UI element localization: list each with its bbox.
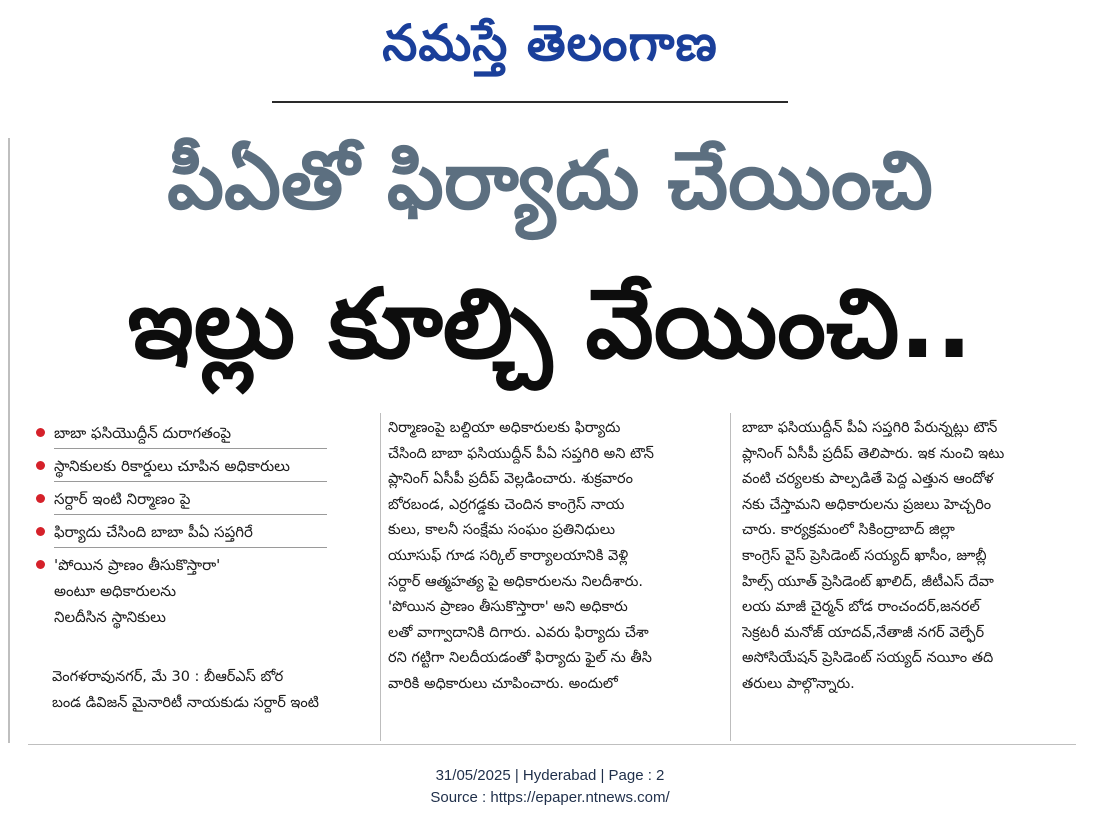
headline-line-1: పీఏతో ఫిర్యాదు చేయించి — [167, 134, 933, 227]
article-text-line: బాబా ఫసియుద్దీన్ పీఏ సప్తగిరి పేరున్నట్లు టౌన్ — [742, 420, 998, 436]
bullet-underline — [54, 547, 327, 548]
article-text-line: 'పోయిన ప్రాణం తీసుకొస్తారా' అని అధికారు — [388, 599, 628, 616]
article-text-line: యూసుఫ్ గూడ సర్కిల్ కార్యాలయానికి వెళ్లి — [388, 547, 629, 564]
bullet-underline — [54, 514, 327, 515]
bullet-text: అంటూ అధికారులను — [54, 582, 177, 600]
newspaper-logo-title: నమస్తే తెలంగాణ — [382, 13, 718, 72]
bullet-text: 'పోయిన ప్రాణం తీసుకొస్తారా' — [54, 556, 221, 574]
article-text-line: సర్దార్ ఆత్మహత్య పై అధికారులను నిలదీశారు. — [388, 573, 644, 590]
bullet-underline — [54, 481, 327, 482]
article-column-3 — [742, 416, 1072, 698]
article-text-line: లయ మాజీ చైర్మన్ బోడ రాంచందర్,జనరల్ — [742, 599, 980, 616]
bullet-item — [32, 552, 377, 630]
bullet-dot-icon — [36, 461, 45, 470]
article-text-line: రని గట్టిగా నిలదీయడంతో ఫిర్యాదు ఫైల్ ను తీసి — [388, 650, 652, 667]
bullet-text: సర్దార్ ఇంటి నిర్మాణం పై — [54, 490, 191, 508]
article-text-line: చేసింది బాబా ఫసియుద్దీన్ పీఏ సప్తగిరి అని టౌన్ — [388, 445, 654, 462]
bullet-text: స్థానికులకు రికార్డులు చూపిన అధికారులు — [54, 457, 290, 475]
article-text-line: కులు, కాలనీ సంక్షేమ సంఘం ప్రతినిధులు — [388, 522, 616, 539]
bullet-text: ఫిర్యాదు చేసింది బాబా పీఏ సప్తగిరే — [54, 523, 253, 541]
article-text-line: తరులు పాల్గొన్నారు. — [742, 675, 855, 692]
headline-line-2: ఇల్లు కూల్చి వేయించి.. — [127, 268, 973, 380]
column-divider-2 — [730, 413, 731, 741]
bullet-dot-icon — [36, 428, 45, 437]
bullet-underline — [54, 448, 327, 449]
footer-date-line: 31/05/2025 | Hyderabad | Page : 2 — [435, 767, 665, 784]
article-text-line: చారు. కార్యక్రమంలో సికింద్రాబాద్ జిల్లా — [742, 522, 955, 539]
article-text-line: వెంగళరావునగర్, మే 30 : బీఆర్‌ఎస్ బోర — [52, 669, 284, 685]
masthead — [0, 0, 1100, 100]
article-text-line: సెక్రటరీ మనోజ్ యాదవ్,నేతాజీ నగర్ వెల్ఫేర్ — [742, 624, 985, 641]
article-text-line: బండ డివిజన్ మైనారిటీ నాయకుడు సర్దార్ ఇంటి — [52, 694, 319, 711]
bullet-item — [32, 420, 377, 446]
article-text-line: ప్లానింగ్ ఏసీపీ ప్రదీప్ తెలిపారు. ఇక నుంచి ఇటు — [742, 445, 1005, 462]
bullet-item — [32, 453, 377, 479]
bullet-text: బాబా ఫసియొద్దీన్ దురాగతంపై — [54, 424, 232, 442]
page-frame-bottom — [28, 744, 1076, 745]
bullet-dot-icon — [36, 494, 45, 503]
article-text-line: నకు చేస్తామని అధికారులను ప్రజలు హెచ్చరిం — [742, 496, 992, 513]
article-text-line: హిల్స్ యూత్ ప్రెసిడెంట్ ఖాలిద్, జీటీఎస్ దేవా — [742, 573, 994, 590]
article-text-line: బోరబండ, ఎర్రగడ్డకు చెందిన కాంగ్రెస్ నాయ — [388, 496, 625, 513]
bullet-item — [32, 486, 377, 512]
bullet-item — [32, 519, 377, 545]
article-text-line: అసోసియేషన్ ప్రెసిడెంట్ సయ్యద్ నయీం తది — [742, 650, 994, 667]
bullet-text: నిలదీసిన స్థానికులు — [54, 608, 166, 626]
article-text-line: వారికి అధికారులు చూపించారు. అందులో — [388, 675, 618, 692]
bullet-dot-icon — [36, 560, 45, 569]
article-text-line: ప్లానింగ్ ఏసీపీ ప్రదీప్ వెల్లడించారు. శుక్రవారం — [388, 471, 633, 488]
bullet-dot-icon — [36, 527, 45, 536]
article-text-line: లతో వాగ్వాదానికి దిగారు. ఎవరు ఫిర్యాదు చేశా — [388, 624, 649, 641]
article-text-line: కాంగ్రెస్ వైస్ ప్రెసిడెంట్ సయ్యద్ ఖాసీం, జూబ్లీ — [742, 547, 987, 564]
article-text-line: వంటి చర్యలకు పాల్పడితే పెద్ద ఎత్తున ఆందోళ — [742, 471, 994, 488]
footer-source-line: Source : https://epaper.ntnews.com/ — [430, 789, 670, 806]
article-column-1 — [52, 665, 370, 716]
masthead-divider — [272, 101, 788, 103]
article-column-2 — [388, 416, 718, 698]
highlight-bullets — [32, 420, 377, 637]
article-text-line: నిర్మాణంపై బల్దియా అధికారులకు ఫిర్యాదు — [388, 420, 621, 436]
column-divider-1 — [380, 413, 381, 741]
